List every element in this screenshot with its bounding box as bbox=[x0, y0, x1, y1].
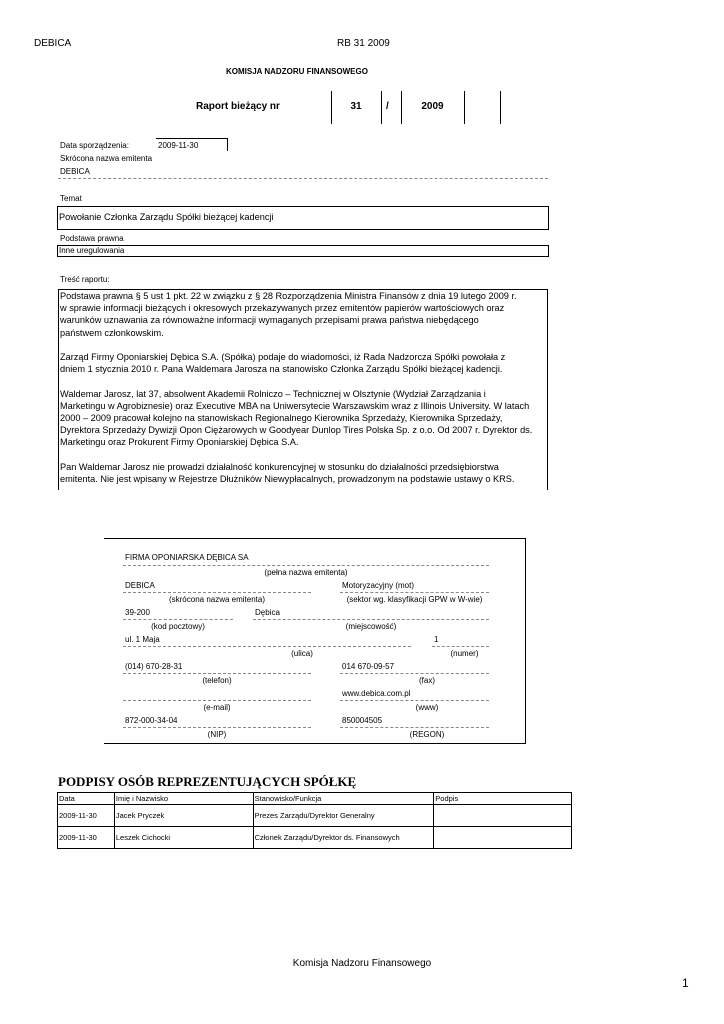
cell-date: 2009-11-30 bbox=[58, 805, 115, 827]
divider bbox=[123, 673, 311, 674]
nip-caption: (NIP) bbox=[207, 730, 227, 739]
cell-signature bbox=[434, 805, 572, 827]
legal-basis-label: Podstawa prawna bbox=[60, 234, 124, 243]
col-signature-header: Podpis bbox=[434, 793, 572, 805]
regon-caption: (REGON) bbox=[409, 730, 445, 739]
divider bbox=[123, 700, 311, 701]
divider bbox=[123, 727, 311, 728]
city-caption: (miejscowość) bbox=[345, 622, 397, 631]
date-value: 2009-11-30 bbox=[158, 141, 199, 150]
divider bbox=[432, 646, 489, 647]
issuer-number: 1 bbox=[434, 635, 439, 644]
divider bbox=[340, 592, 489, 593]
report-year: 2009 bbox=[421, 101, 444, 112]
cell-signature bbox=[434, 827, 572, 849]
cell-date: 2009-11-30 bbox=[58, 827, 115, 849]
phone-caption: (telefon) bbox=[202, 676, 232, 685]
issuer-postal-code: 39-200 bbox=[125, 608, 150, 617]
col-position-header: Stanowisko/Funkcja bbox=[253, 793, 434, 805]
divider bbox=[253, 619, 489, 620]
cell-position: Prezes Zarządu/Dyrektor Generalny bbox=[253, 805, 434, 827]
content-paragraph: Pan Waldemar Jarosz nie prowadzi działalność konkurencyjnej w stosunku do działalności przedsiębiorstwa emitenta. Nie jest wpisany w Rejestrze Dłużników Niewypłacalnych, prowadzonym na podstawie ustawy o KRS. bbox=[60, 461, 515, 484]
divider bbox=[123, 619, 233, 620]
postal-caption: (kod pocztowy) bbox=[151, 622, 205, 631]
content-paragraph: Podstawa prawna § 5 ust 1 pkt. 22 w związku z § 28 Rozporządzenia Ministra Finansów z dnia 19 lutego 2009 r. w sprawie informacji bieżących i okresowych przekazywanych przez emitentów papierów wartościowych oraz warunków uznawania za równoważne informacji wymaganych przepisami prawa państwa niebędącego państwem członkowskim. bbox=[60, 291, 517, 338]
col-name-header: Imię i Nazwisko bbox=[114, 793, 253, 805]
divider bbox=[500, 91, 501, 124]
issuer-street: ul. 1 Maja bbox=[125, 635, 160, 644]
legal-basis-value: Inne uregulowania bbox=[59, 246, 125, 255]
table-header-row bbox=[58, 793, 572, 805]
report-slash: / bbox=[386, 101, 389, 112]
issuer-www: www.debica.com.pl bbox=[342, 689, 411, 698]
fax-caption: (fax) bbox=[419, 676, 435, 685]
header-center: RB 31 2009 bbox=[337, 38, 390, 49]
short-name-label: Skrócona nazwa emitenta bbox=[60, 154, 153, 163]
divider bbox=[123, 646, 411, 647]
divider bbox=[58, 178, 548, 179]
issuer-full-name: FIRMA OPONIARSKA DĘBICA SA bbox=[125, 553, 249, 562]
report-label: Raport bieżący nr bbox=[196, 101, 280, 112]
subject-label: Temat bbox=[60, 194, 82, 203]
issuer-regon: 850004505 bbox=[342, 716, 383, 725]
cell-name: Leszek Cichocki bbox=[114, 827, 253, 849]
page-number: 1 bbox=[682, 976, 689, 990]
issuer-sector: Motoryzacyjny (mot) bbox=[342, 581, 415, 590]
signatures-table bbox=[57, 792, 572, 849]
divider bbox=[123, 592, 311, 593]
table-row bbox=[58, 827, 572, 849]
divider bbox=[381, 91, 382, 124]
signatures-heading: PODPISY OSÓB REPREZENTUJĄCYCH SPÓŁKĘ bbox=[58, 774, 357, 789]
www-caption: (www) bbox=[415, 703, 439, 712]
number-caption: (numer) bbox=[450, 649, 479, 658]
content-label: Treść raportu: bbox=[60, 275, 110, 284]
issuer-city: Dębica bbox=[255, 608, 280, 617]
divider bbox=[464, 91, 465, 124]
subject-value: Powołanie Członka Zarządu Spółki bieżącej kadencji bbox=[59, 212, 274, 222]
cell-name: Jacek Pryczek bbox=[114, 805, 253, 827]
col-date-header: Data bbox=[58, 793, 115, 805]
issuer-nip: 872-000-34-04 bbox=[125, 716, 178, 725]
sector-caption: (sektor wg. klasyfikacji GPW w W-wie) bbox=[346, 595, 483, 604]
divider bbox=[340, 727, 489, 728]
email-caption: (e-mail) bbox=[203, 703, 231, 712]
header-left: DEBICA bbox=[34, 38, 72, 49]
footer-text: Komisja Nadzoru Finansowego bbox=[292, 958, 432, 969]
full-name-caption: (pełna nazwa emitenta) bbox=[264, 568, 348, 577]
short-name-caption: (skrócona nazwa emitenta) bbox=[168, 595, 266, 604]
legal-basis-box bbox=[57, 245, 549, 257]
content-paragraph: Waldemar Jarosz, lat 37, absolwent Akademii Rolniczo – Technicznej w Olsztynie (Wydział Zarządzania i Marketingu w Agrobiznesie) oraz Executive MBA na Uniwersytecie Warszawskim wraz z Illinois University. W latach 2000 – 2009 pracował kolejno na stanowiskach Regionalnego Kierownika Sprzedaży, Kierownika Sprzedaży, Dyrektora Sprzedaży Dywizji Opon Ciężarowych w Goodyear Dunlop Tires Polska Sp. z o.o. Od 2007 r. Dyrektor ds. Marketingu oraz Prokurent Firmy Oponiarskiej Dębica S.A. bbox=[60, 388, 533, 448]
date-label: Data sporządzenia: bbox=[60, 141, 129, 150]
cell-position: Członek Zarządu/Dyrektor ds. Finansowych bbox=[253, 827, 434, 849]
report-number: 31 bbox=[350, 101, 362, 112]
issuer-phone: (014) 670-28-31 bbox=[125, 662, 183, 671]
issuer-fax: 014 670-09-57 bbox=[342, 662, 395, 671]
divider bbox=[340, 673, 489, 674]
report-content bbox=[58, 289, 548, 490]
short-name-value: DEBICA bbox=[60, 167, 90, 176]
table-row bbox=[58, 805, 572, 827]
issuer-short-name: DEBICA bbox=[125, 581, 155, 590]
divider bbox=[123, 565, 489, 566]
content-paragraph: Zarząd Firmy Oponiarskiej Dębica S.A. (Spółka) podaje do wiadomości, iż Rada Nadzorcza Spółki powołała z dniem 1 stycznia 2010 r. Pana Waldemara Jarosza na stanowisko Członka Zarządu Spółki bieżącej kadencji. bbox=[60, 352, 506, 375]
divider bbox=[340, 700, 489, 701]
street-caption: (ulica) bbox=[291, 649, 313, 658]
